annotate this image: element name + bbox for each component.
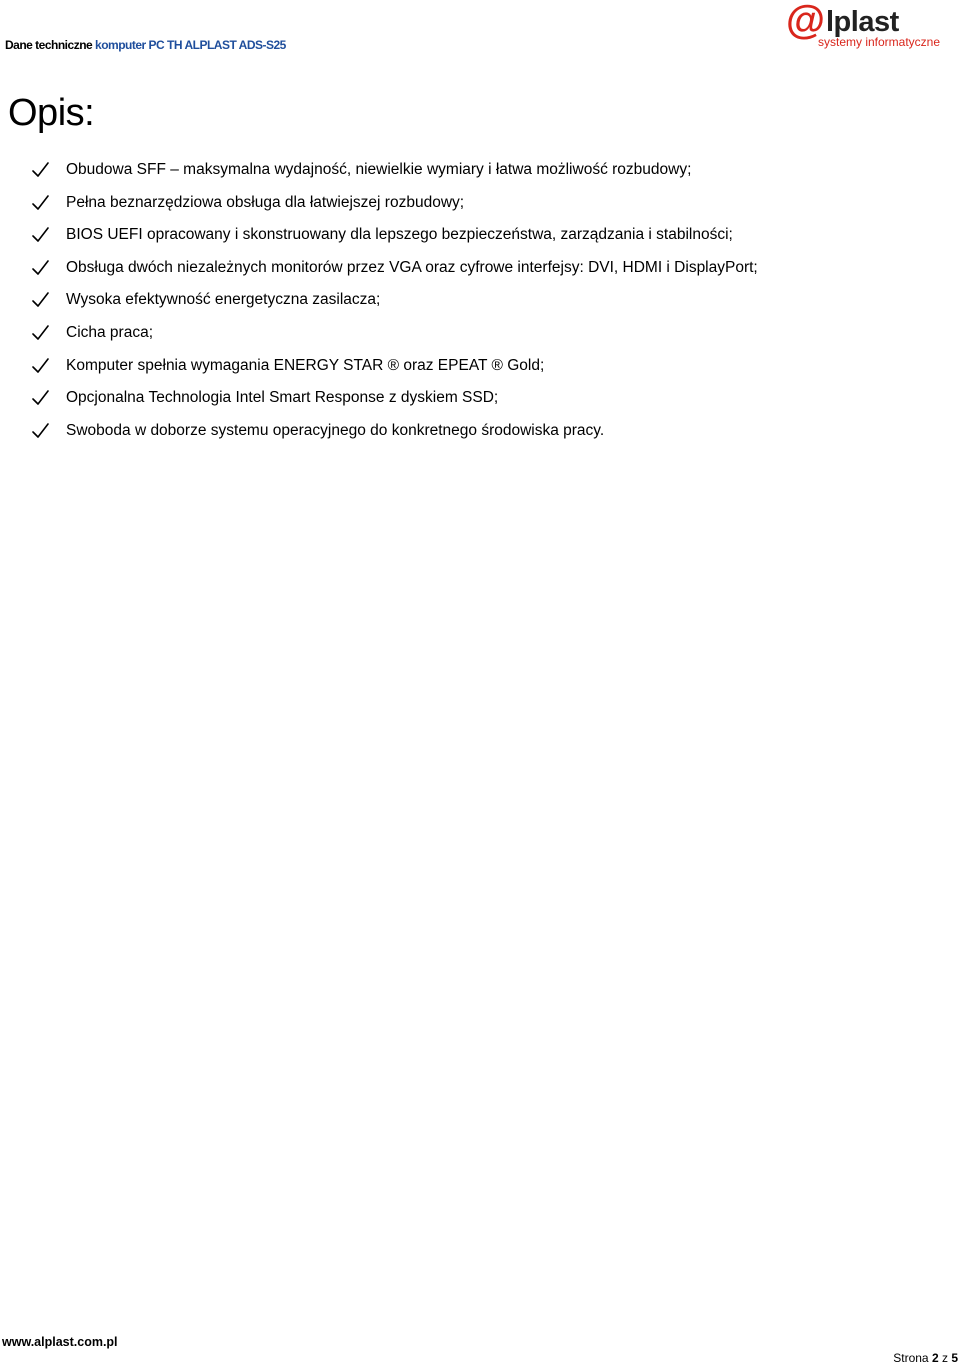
check-icon [32,162,49,178]
check-icon [32,390,49,406]
logo-tagline: systemy informatyczne [818,35,941,49]
page-separator: z [941,1351,948,1365]
logo-brand: lplast [826,6,899,38]
feature-item [32,219,932,252]
check-icon [32,423,49,439]
feature-list [32,154,932,447]
check-icon [32,227,49,243]
page-header [0,0,960,60]
alplast-logo-graphic [786,0,956,52]
feature-text: Wysoka efektywność energetyczna zasilacza; [66,291,381,309]
check-icon [32,292,49,308]
title-prefix: Dane techniczne [5,38,93,52]
footer-website-link[interactable]: www.alplast.com.pl [2,1335,118,1349]
feature-item [32,187,932,220]
page-number [893,1351,958,1365]
feature-text: Swoboda w doborze systemu operacyjnego do konkretnego środowiska pracy. [66,421,605,439]
feature-item [32,252,932,285]
feature-item [32,382,932,415]
check-icon [32,195,49,211]
page-total: 5 [951,1351,958,1365]
feature-text: Cicha praca; [66,323,154,341]
feature-text: Opcjonalna Technologia Intel Smart Response z dyskiem SSD; [66,389,499,407]
feature-item [32,350,932,383]
feature-text: Obudowa SFF – maksymalna wydajność, niewielkie wymiary i łatwa możliwość rozbudowy; [66,161,692,178]
feature-text: Obsługa dwóch niezależnych monitorów przez VGA oraz cyfrowe interfejsy: DVI, HDMI i DisplayPort; [66,258,758,276]
check-icon [32,260,49,276]
feature-item [32,154,932,187]
alplast-logo [786,0,956,52]
document-title [5,38,286,52]
section-title: Opis: [8,92,95,134]
logo-at-symbol: @ [786,0,826,42]
feature-item [32,317,932,350]
feature-item [32,284,932,317]
feature-text: Pełna beznarzędziowa obsługa dla łatwiejszej rozbudowy; [66,193,465,211]
check-icon [32,325,49,341]
page-prefix: Strona [893,1351,929,1365]
feature-item [32,415,932,448]
page-current: 2 [931,1351,939,1365]
check-icon [32,358,49,374]
title-product: komputer PC TH ALPLAST ADS-S25 [95,38,286,52]
feature-text: BIOS UEFI opracowany i skonstruowany dla lepszego bezpieczeństwa, zarządzania i stabilności; [66,226,733,244]
feature-text: Komputer spełnia wymagania ENERGY STAR ® oraz EPEAT ® Gold; [66,356,545,374]
